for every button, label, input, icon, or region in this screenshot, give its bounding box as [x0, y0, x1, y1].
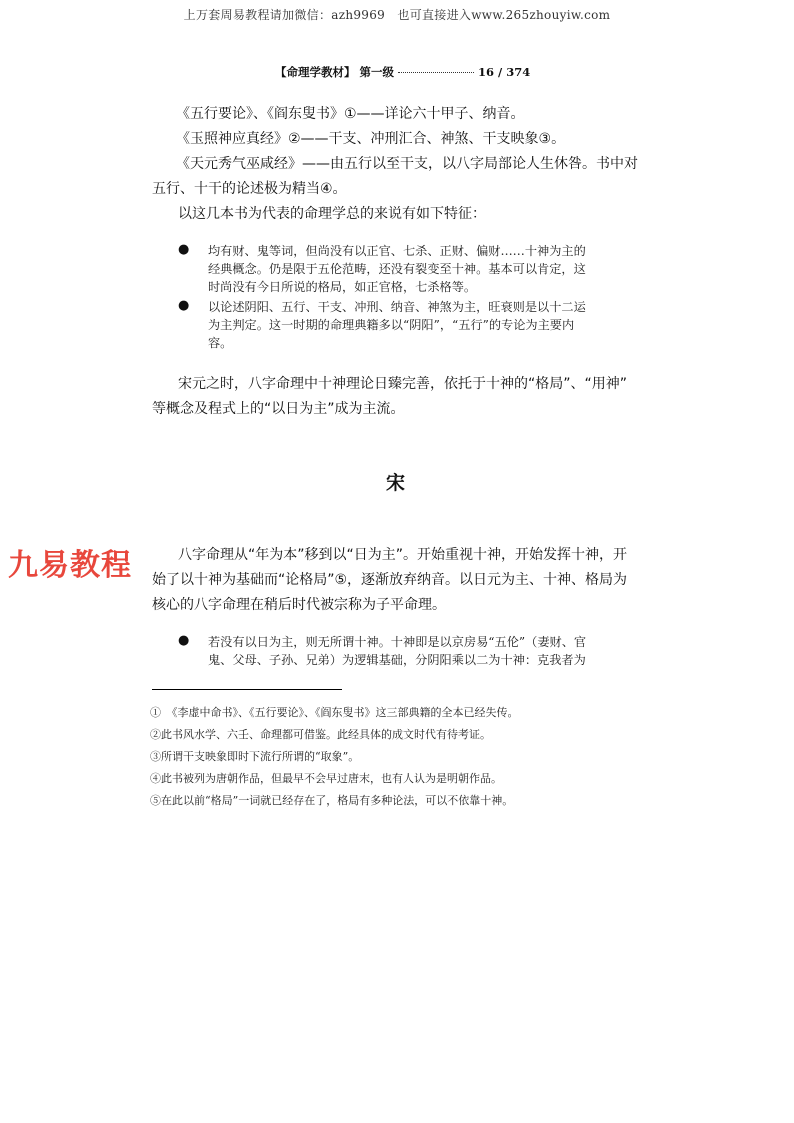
paragraph-line: 始了以十神为基础而“论格局”⑤，逐渐放弃纳音。以日元为主、十神、格局为: [152, 572, 628, 588]
section-title: 宋: [386, 472, 406, 494]
paragraph-line: 核心的八字命理在稍后时代被宗称为子平命理。: [152, 597, 446, 613]
bullet-line: 以论述阴阳、五行、干支、冲刑、纳音、神煞为主，旺衰则是以十二运: [208, 300, 586, 314]
page-header: [275, 64, 530, 80]
page-number: 16 / 374: [478, 65, 531, 79]
header-dot-leader: [398, 72, 474, 73]
footnote: ②此书风水学、六壬、命理都可借鉴。此经具体的成文时代有待考证。: [150, 728, 491, 741]
paragraph-line: 等概念及程式上的“以日为主”成为主流。: [152, 401, 405, 417]
intro-line: 五行、十干的论述极为精当④。: [152, 181, 347, 197]
footnote: ⑤在此以前“格局”一词就已经存在了，格局有多种论法，可以不依靠十神。: [150, 794, 514, 807]
bullet-line: 均有财、鬼等词，但尚没有以正官、七杀、正财、偏财……十神为主的: [208, 244, 586, 258]
bullet-line: 经典概念。仍是限于五伦范畴，还没有裂变至十神。基本可以肯定，这: [208, 262, 586, 276]
bullet-icon: ●: [178, 242, 190, 257]
footnote: ① 《李虚中命书》、《五行要论》、《阎东叟书》这三部典籍的全本已经失传。: [150, 706, 519, 719]
intro-line: 《五行要论》、《阎东叟书》①——详论六十甲子、纳音。: [176, 106, 525, 122]
footnote-rule: [152, 689, 342, 690]
bullet-icon: ●: [178, 633, 190, 648]
header-title: 【命理学教材】 第一级: [275, 65, 395, 79]
intro-line: 以这几本书为代表的命理学总的来说有如下特征：: [178, 206, 486, 222]
watermark-logo: 九易教程: [8, 548, 132, 583]
bullet-line: 时尚没有今日所说的格局，如正官格，七杀格等。: [208, 280, 477, 294]
bullet-line: 若没有以日为主，则无所谓十神。十神即是以京房易“五伦”（妻财、官: [208, 635, 587, 649]
footnote: ③所谓干支映象即时下流行所谓的“取象”。: [150, 750, 360, 763]
paragraph-line: 宋元之时，八字命理中十神理论日臻完善，依托于十神的“格局”、“用神”: [178, 376, 628, 392]
paragraph-line: 八字命理从“年为本”移到以“日为主”。开始重视十神，开始发挥十神，开: [178, 547, 628, 563]
intro-line: 《天元秀气巫咸经》——由五行以至干支，以八字局部论人生休咎。书中对: [176, 156, 638, 172]
bullet-line: 鬼、父母、子孙、兄弟）为逻辑基础，分阴阳乘以二为十神：克我者为: [208, 653, 586, 667]
bullet-line: 为主判定。这一时期的命理典籍多以“阴阳”，“五行”的专论为主要内: [208, 318, 575, 332]
intro-line: 《玉照神应真经》②——干支、冲刑汇合、神煞、干支映象③。: [176, 131, 566, 147]
top-banner: 上万套周易教程请加微信：azh9969 也可直接进入www.265zhouyiw.com: [183, 8, 611, 22]
bullet-icon: ●: [178, 298, 190, 313]
bullet-line: 容。: [208, 336, 233, 350]
footnote: ④此书被列为唐朝作品，但最早不会早过唐末，也有人认为是明朝作品。: [150, 772, 502, 785]
